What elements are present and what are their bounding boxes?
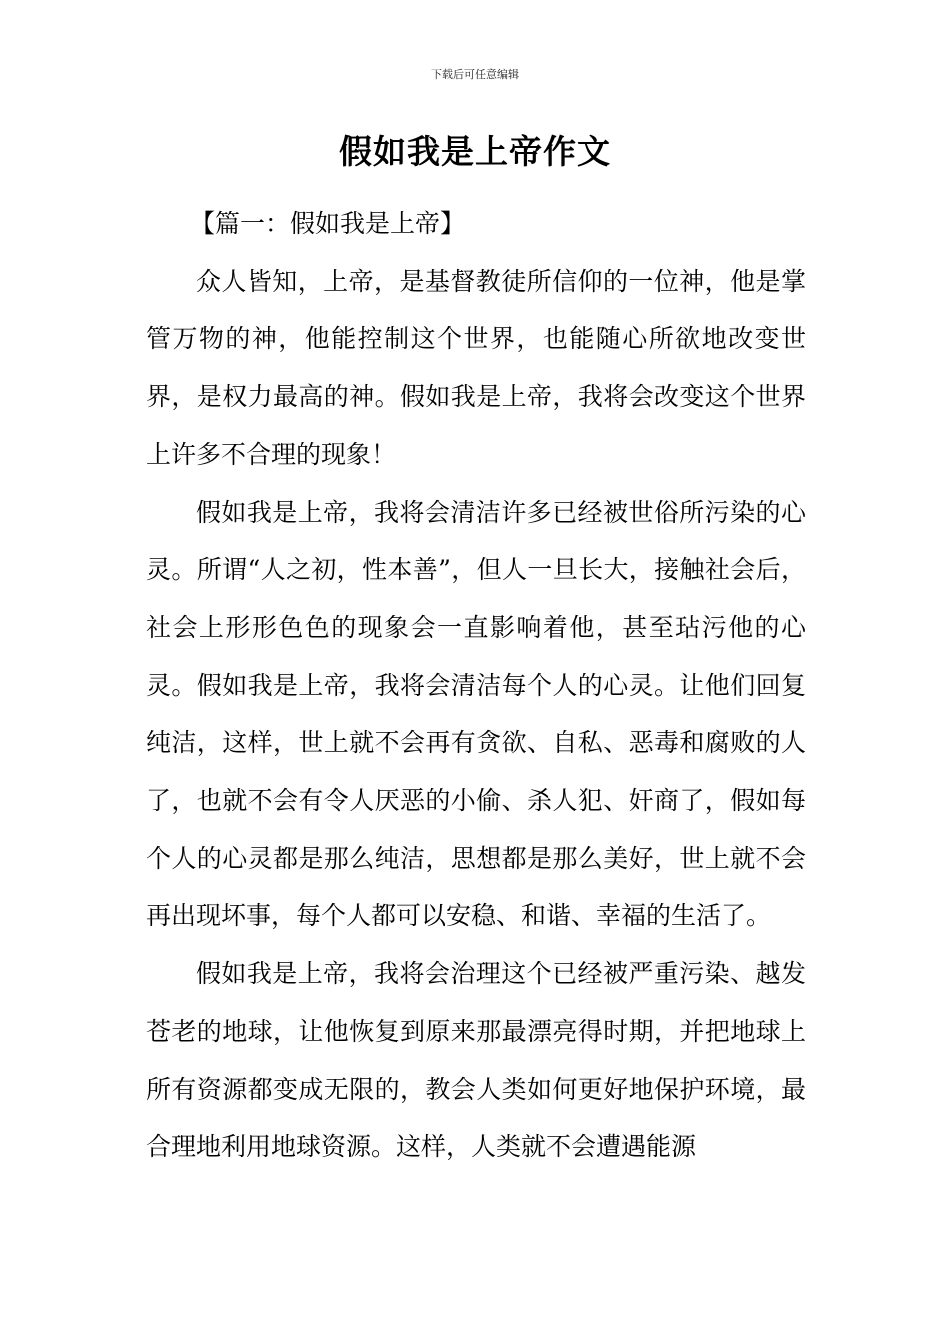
paragraph-2: 假如我是上帝，我将会清洁许多已经被世俗所污染的心灵。所谓“人之初，性本善”，但人一旦长大，接触社会后，社会上形形色色的现象会一直影响着他，甚至玷污他的心灵。假如我是上帝，我将会清洁每个人的心灵。让他们回复纯洁，这样，世上就不会再有贪欲、自私、恶毒和腐败的人了，也就不会有令人厌恶的小偷、杀人犯、奸商了，假如每个人的心灵都是那么纯洁，思想都是那么美好，世上就不会再出现坏事，每个人都可以安稳、和谐、幸福的生活了。 bbox=[146, 497, 806, 931]
paragraph-1: 众人皆知，上帝，是基督教徒所信仰的一位神，他是掌管万物的神，他能控制这个世界，也能随心所欲地改变世界，是权力最高的神。假如我是上帝，我将会改变这个世界上许多不合理的现象！ bbox=[146, 266, 806, 469]
document-body bbox=[146, 195, 806, 1176]
paragraph-3: 假如我是上帝，我将会治理这个已经被严重污染、越发苍老的地球，让他恢复到原来那最漂亮得时期，并把地球上所有资源都变成无限的，教会人类如何更好地保护环境，最合理地利用地球资源。这样，人类就不会遭遇能源 bbox=[146, 959, 806, 1162]
page-header-note: 下载后可任意编辑 bbox=[431, 68, 519, 81]
document-title: 假如我是上帝作文 bbox=[339, 132, 611, 171]
section-heading: 【篇一：假如我是上帝】 bbox=[190, 209, 466, 238]
